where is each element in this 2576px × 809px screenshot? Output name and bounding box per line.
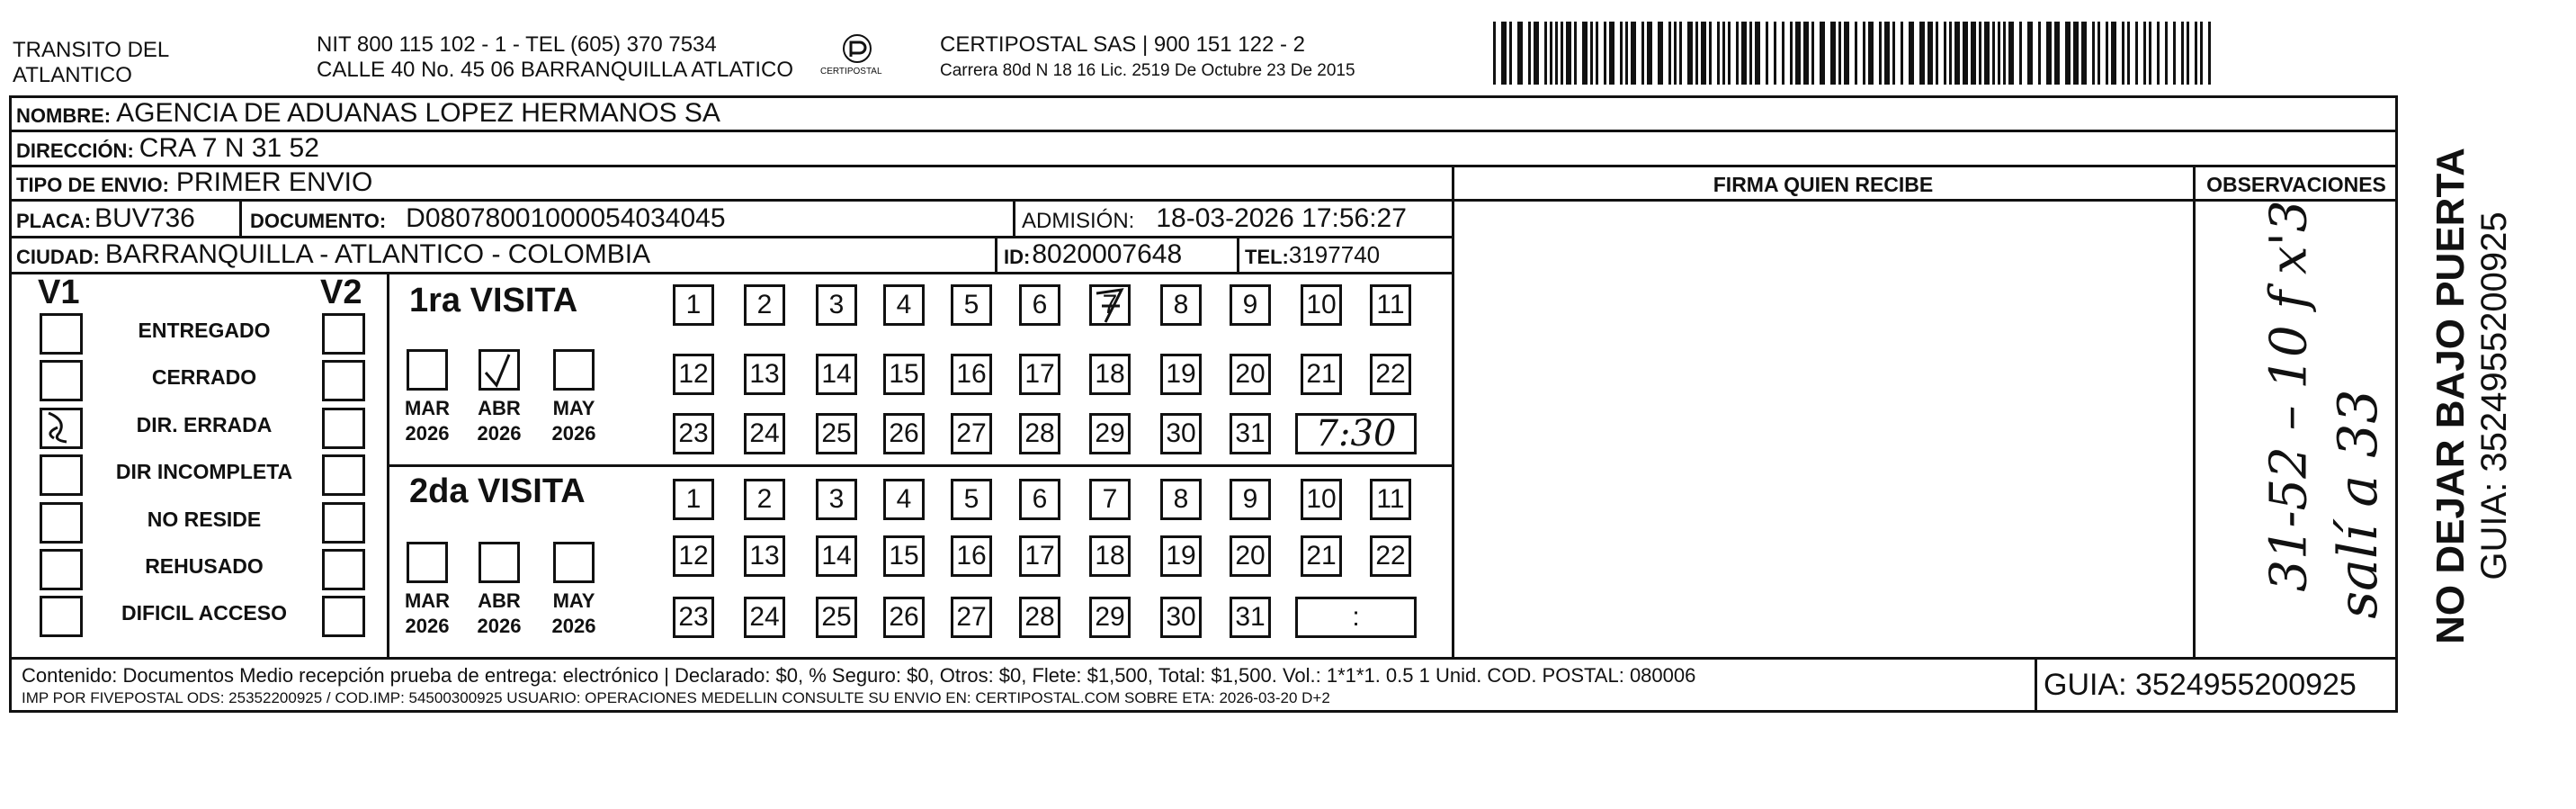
second-visit-day-10[interactable]: 10 — [1301, 479, 1342, 520]
barcode-bar — [1574, 22, 1577, 85]
barcode-bar — [1992, 22, 1995, 85]
second-visit-month-label — [468, 589, 531, 639]
certipostal-license: Carrera 80d N 18 16 Lic. 2519 De Octubre 23 De 2015 — [940, 61, 1355, 80]
barcode-bar — [1984, 22, 1990, 85]
admision-value: 18-03-2026 17:56:27 — [1156, 203, 1407, 233]
barcode-bar — [1604, 22, 1606, 85]
first-visit-day-18[interactable]: 18 — [1089, 354, 1131, 395]
ciudad-label: CIUDAD: — [16, 246, 100, 268]
do-not-leave-warning: NO DEJAR BAJO PUERTA — [2428, 148, 2473, 644]
second-visit-day-26[interactable]: 26 — [883, 597, 925, 638]
barcode-bar — [1949, 22, 1952, 85]
first-visit-day-11[interactable]: 11 — [1370, 284, 1411, 326]
first-visit-day-25[interactable]: 25 — [816, 413, 857, 454]
first-visit-time-field[interactable] — [1295, 413, 1417, 454]
second-visit-title: 2da VISITA — [409, 472, 586, 510]
first-visit-month-checkbox-0[interactable] — [407, 349, 448, 391]
barcode-bar — [1998, 22, 2000, 85]
barcode-bar — [1755, 22, 1760, 85]
id-label: ID: — [1004, 246, 1031, 268]
ciudad-field — [16, 238, 650, 272]
first-visit-day-9[interactable]: 9 — [1230, 284, 1271, 326]
v1-checkbox-5[interactable] — [40, 549, 83, 590]
company-name-line2: ATLANTICO — [13, 63, 132, 87]
status-label: CERRADO — [151, 365, 257, 389]
month-name: MAY — [552, 397, 595, 419]
observations-handwriting-2 — [2327, 389, 2390, 618]
month-year: 2026 — [477, 615, 522, 637]
company-address: CALLE 40 No. 45 06 BARRANQUILLA ATLATICO — [317, 58, 794, 82]
second-visit-day-22[interactable]: 22 — [1370, 535, 1411, 577]
barcode-bar — [1534, 22, 1539, 85]
barcode-bar — [1582, 22, 1588, 85]
barcode-bar — [1625, 22, 1628, 85]
barcode-bar — [2046, 22, 2052, 85]
company-name — [13, 38, 169, 88]
second-visit-month-checkbox-0[interactable] — [407, 542, 448, 583]
barcode-bar — [1820, 22, 1825, 85]
first-visit-day-10[interactable]: 10 — [1301, 284, 1342, 326]
barcode-bar — [1493, 22, 1496, 85]
status-label: REHUSADO — [145, 554, 264, 578]
barcode-bar — [1963, 22, 1968, 85]
barcode-bar — [1658, 22, 1663, 85]
shipping-type-row — [16, 166, 372, 200]
barcode-bar — [1509, 22, 1512, 85]
barcode-bar — [2187, 22, 2189, 85]
v2-checkbox-5[interactable] — [322, 549, 365, 590]
barcode-bar — [2092, 22, 2095, 85]
first-visit-day-20[interactable]: 20 — [1230, 354, 1271, 395]
first-visit-day-8[interactable]: 8 — [1160, 284, 1202, 326]
barcode-bar — [1695, 22, 1698, 85]
barcode-bar — [1668, 22, 1671, 85]
placa-field — [16, 201, 195, 237]
barcode-bar — [1803, 22, 1809, 85]
second-visit-day-12[interactable]: 12 — [673, 535, 714, 577]
barcode-bar — [1892, 22, 1895, 85]
first-visit-day-14[interactable]: 14 — [816, 354, 857, 395]
v1-checkbox-0[interactable] — [40, 313, 83, 355]
observations-handwriting-line1: 31-52 – 10 f x'3 — [2259, 200, 2319, 592]
barcode-bar — [1774, 22, 1776, 85]
barcode-bar — [1550, 22, 1552, 85]
second-visit-day-31[interactable]: 31 — [1230, 597, 1271, 638]
barcode-bar — [2097, 22, 2100, 85]
tel-value: 3197740 — [1288, 240, 1381, 268]
barcode-bar — [1919, 22, 1925, 85]
firma-header: FIRMA QUIEN RECIBE — [1713, 173, 1934, 196]
documento-label: DOCUMENTO: — [250, 210, 387, 232]
first-visit-month-label — [468, 396, 531, 446]
barcode-bar — [1741, 22, 1747, 85]
first-visit-month-label — [542, 396, 605, 446]
barcode-bar — [1555, 22, 1558, 85]
barcode-bar — [1528, 22, 1531, 85]
second-visit-day-1[interactable]: 1 — [673, 479, 714, 520]
placa-label: PLACA: — [16, 210, 92, 232]
barcode-bar — [2208, 22, 2211, 85]
barcode-bar — [2122, 22, 2124, 85]
barcode-bar — [1795, 22, 1801, 85]
barcode-bar — [2135, 22, 2138, 85]
second-visit-day-19[interactable]: 19 — [1160, 535, 1202, 577]
barcode-bar — [1566, 22, 1571, 85]
barcode-bar — [1901, 22, 1903, 85]
second-visit-day-7[interactable]: 7 — [1089, 479, 1131, 520]
barcode-bar — [2195, 22, 2197, 85]
barcode-bar — [1722, 22, 1725, 85]
second-visit-month-label — [396, 589, 459, 639]
barcode-bar — [1590, 22, 1593, 85]
v2-checkbox-4[interactable] — [322, 502, 365, 544]
first-visit-day-26[interactable]: 26 — [883, 413, 925, 454]
barcode-bar — [1879, 22, 1882, 85]
barcode-bar — [1944, 22, 1946, 85]
second-visit-day-4[interactable]: 4 — [883, 479, 925, 520]
v1-checkbox-6[interactable] — [40, 596, 83, 637]
barcode-bar — [1928, 22, 1933, 85]
barcode-bar — [1596, 22, 1598, 85]
second-visit-month-label — [542, 589, 605, 639]
barcode-bar — [1517, 22, 1523, 85]
second-visit-month-checkbox-1[interactable] — [479, 542, 520, 583]
second-visit-day-3[interactable]: 3 — [816, 479, 857, 520]
second-visit-day-21[interactable]: 21 — [1301, 535, 1342, 577]
barcode-bar — [1620, 22, 1623, 85]
first-visit-day-22[interactable]: 22 — [1370, 354, 1411, 395]
barcode-bar — [1830, 22, 1836, 85]
barcode-bar — [2157, 22, 2160, 85]
barcode-bar — [1855, 22, 1857, 85]
barcode-bar — [2019, 22, 2022, 85]
first-visit-day-31[interactable]: 31 — [1230, 413, 1271, 454]
first-visit-day-4[interactable]: 4 — [883, 284, 925, 326]
first-visit-day-12[interactable]: 12 — [673, 354, 714, 395]
second-visit-day-25[interactable]: 25 — [816, 597, 857, 638]
second-visit-month-checkbox-2[interactable] — [553, 542, 595, 583]
first-visit-day-30[interactable]: 30 — [1160, 413, 1202, 454]
dir-errada-check-mark-icon — [40, 408, 83, 449]
barcode-bar — [2127, 22, 2130, 85]
barcode-bar — [1971, 22, 1976, 85]
v1-checkbox-1[interactable] — [40, 360, 83, 401]
certipostal-info: CERTIPOSTAL SAS | 900 151 122 - 2 — [940, 32, 1305, 57]
second-visit-day-24[interactable]: 24 — [744, 597, 785, 638]
footer-guia: GUIA: 3524955200925 — [2044, 668, 2357, 702]
barcode-bar — [1701, 22, 1706, 85]
ciudad-value: BARRANQUILLA - ATLANTICO - COLOMBIA — [104, 239, 651, 269]
month-name: ABR — [478, 589, 521, 612]
signature-area[interactable] — [1455, 202, 2191, 656]
footer-contents: Contenido: Documentos Medio recepción prueba de entrega: electrónico | Declarado: $0, % Seguro: $0, Otros: $0, Flete: $1,500, Total: $1,500. Vol.: 1*1*1. 0.5 1 Unid. COD. POSTAL: 080006 — [22, 664, 1696, 687]
status-label: NO RESIDE — [147, 508, 262, 531]
first-visit-day-24[interactable]: 24 — [744, 413, 785, 454]
barcode-bar — [1936, 22, 1938, 85]
barcode-bar — [1544, 22, 1547, 85]
month-year: 2026 — [551, 422, 596, 445]
documento-field — [250, 201, 726, 237]
observaciones-header: OBSERVACIONES — [2206, 173, 2386, 196]
barcode-bar — [2173, 22, 2176, 85]
status-label: DIR. ERRADA — [136, 413, 273, 436]
barcode-bar — [2200, 22, 2203, 85]
tel-field — [1245, 238, 1380, 272]
second-visit-day-29[interactable]: 29 — [1089, 597, 1131, 638]
second-visit-day-13[interactable]: 13 — [744, 535, 785, 577]
first-visit-day-17[interactable]: 17 — [1019, 354, 1060, 395]
side-text — [2428, 148, 2515, 644]
first-visit-day-2[interactable]: 2 — [744, 284, 785, 326]
second-visit-time-field[interactable] — [1295, 597, 1417, 638]
second-visit-day-28[interactable]: 28 — [1019, 597, 1060, 638]
barcode-bar — [1641, 22, 1644, 85]
second-visit-day-14[interactable]: 14 — [816, 535, 857, 577]
barcode-bar — [1782, 22, 1784, 85]
first-visit-day-16[interactable]: 16 — [951, 354, 992, 395]
barcode-bar — [2106, 22, 2108, 85]
status-label: DIFICIL ACCESO — [121, 601, 287, 625]
id-value: 8020007648 — [1032, 239, 1183, 269]
barcode-bar — [2003, 22, 2006, 85]
status-label: DIR INCOMPLETA — [115, 460, 293, 483]
nombre-value: AGENCIA DE ADUANAS LOPEZ HERMANOS SA — [116, 98, 720, 128]
v1-checkbox-4[interactable] — [40, 502, 83, 544]
barcode-bar — [1863, 22, 1865, 85]
barcode-bar — [1749, 22, 1752, 85]
first-visit-day-7[interactable]: 7 — [1089, 284, 1131, 326]
certipostal-logo-text: CERTIPOSTAL — [820, 67, 882, 76]
barcode-bar — [1501, 22, 1507, 85]
first-visit-day-15[interactable]: 15 — [883, 354, 925, 395]
month-name: MAY — [552, 589, 595, 612]
barcode-bar — [1679, 22, 1682, 85]
tipo-label: TIPO DE ENVIO: — [16, 174, 169, 196]
abr-check-mark-icon — [479, 349, 520, 391]
barcode-bar — [2065, 22, 2071, 85]
tel-label: TEL: — [1245, 246, 1289, 268]
barcode-bar — [1736, 22, 1739, 85]
barcode-bar — [1717, 22, 1720, 85]
second-visit-day-16[interactable]: 16 — [951, 535, 992, 577]
v2-header: V2 — [320, 274, 362, 311]
first-visit-day-21[interactable]: 21 — [1301, 354, 1342, 395]
tipo-value: PRIMER ENVIO — [175, 167, 373, 197]
barcode-bar — [2038, 22, 2041, 85]
second-visit-day-20[interactable]: 20 — [1230, 535, 1271, 577]
first-visit-day-13[interactable]: 13 — [744, 354, 785, 395]
first-visit-day-23[interactable]: 23 — [673, 413, 714, 454]
first-visit-day-19[interactable]: 19 — [1160, 354, 1202, 395]
id-field — [1004, 238, 1182, 272]
company-name-line1: TRANSITO DEL — [13, 38, 170, 62]
first-visit-time-value: 7:30 — [1315, 413, 1397, 454]
barcode-bar — [2073, 22, 2079, 85]
barcode-bar — [1909, 22, 1914, 85]
v2-checkbox-1[interactable] — [322, 360, 365, 401]
barcode-bar — [1811, 22, 1814, 85]
barcode-bar — [1647, 22, 1652, 85]
barcode-bar — [2181, 22, 2184, 85]
nombre-label: NOMBRE: — [16, 104, 112, 127]
barcode-bar — [2143, 22, 2146, 85]
certipostal-logo — [817, 32, 898, 83]
first-visit-month-checkbox-2[interactable] — [553, 349, 595, 391]
admision-label: ADMISIÓN: — [1022, 209, 1135, 233]
first-visit-day-3[interactable]: 3 — [816, 284, 857, 326]
barcode-bar — [2111, 22, 2116, 85]
barcode-bar — [1631, 22, 1636, 85]
second-visit-day-11[interactable]: 11 — [1370, 479, 1411, 520]
barcode-bar — [1979, 22, 1981, 85]
second-visit-day-18[interactable]: 18 — [1089, 535, 1131, 577]
barcode-bar — [1884, 22, 1890, 85]
direccion-value: CRA 7 N 31 52 — [139, 133, 319, 163]
barcode-bar — [2081, 22, 2087, 85]
status-label: ENTREGADO — [138, 319, 271, 342]
recipient-name-row — [16, 95, 720, 131]
v1-header: V1 — [38, 274, 80, 311]
month-name: MAR — [404, 397, 451, 419]
barcode-bar — [1709, 22, 1712, 85]
barcode-bar — [1561, 22, 1563, 85]
second-visit-day-8[interactable]: 8 — [1160, 479, 1202, 520]
first-visit-day-27[interactable]: 27 — [951, 413, 992, 454]
v1-checkbox-3[interactable] — [40, 454, 83, 496]
company-nit: NIT 800 115 102 - 1 - TEL (605) 370 7534 — [317, 32, 717, 57]
month-year: 2026 — [551, 615, 596, 637]
month-year: 2026 — [405, 615, 450, 637]
second-visit-day-30[interactable]: 30 — [1160, 597, 1202, 638]
first-visit-day-5[interactable]: 5 — [951, 284, 992, 326]
first-visit-title: 1ra VISITA — [409, 282, 578, 319]
first-visit-day-29[interactable]: 29 — [1089, 413, 1131, 454]
second-visit-day-17[interactable]: 17 — [1019, 535, 1060, 577]
month-year: 2026 — [405, 422, 450, 445]
barcode-bar — [2027, 22, 2033, 85]
second-visit-day-2[interactable]: 2 — [744, 479, 785, 520]
day-7-mark-icon — [1089, 284, 1131, 326]
footer-imprint: IMP POR FIVEPOSTAL ODS: 25352200925 / COD.IMP: 54500300925 USUARIO: OPERACIONES MEDELLIN CONSULTE SU ENVIO EN: CERTIPOSTAL.COM SOBRE ETA: 2026-03-20 D+2 — [22, 689, 1330, 706]
admision-field — [1022, 201, 1407, 237]
month-name: ABR — [478, 397, 521, 419]
first-visit-day-1[interactable]: 1 — [673, 284, 714, 326]
barcode-bar — [1728, 22, 1731, 85]
barcode-bar — [1766, 22, 1768, 85]
v2-checkbox-0[interactable] — [322, 313, 365, 355]
barcode — [1491, 22, 2216, 85]
barcode-bar — [1844, 22, 1849, 85]
v2-checkbox-3[interactable] — [322, 454, 365, 496]
first-visit-day-28[interactable]: 28 — [1019, 413, 1060, 454]
recipient-address-row — [16, 131, 319, 166]
barcode-bar — [2008, 22, 2014, 85]
barcode-bar — [1609, 22, 1614, 85]
second-visit-day-27[interactable]: 27 — [951, 597, 992, 638]
placa-value: BUV736 — [94, 203, 195, 233]
barcode-bar — [1687, 22, 1693, 85]
observations-handwriting-line2: salí a 33 — [2327, 389, 2390, 619]
second-visit-day-5[interactable]: 5 — [951, 479, 992, 520]
barcode-bar — [1790, 22, 1793, 85]
barcode-bar — [1954, 22, 1960, 85]
second-visit-day-6[interactable]: 6 — [1019, 479, 1060, 520]
observations-handwriting — [2260, 200, 2319, 591]
barcode-bar — [1674, 22, 1677, 85]
direccion-label: DIRECCIÓN: — [16, 139, 134, 162]
barcode-bar — [2165, 22, 2168, 85]
barcode-bar — [1838, 22, 1841, 85]
side-guia: GUIA: 3524955200925 — [2474, 211, 2514, 580]
first-visit-month-label — [396, 396, 459, 446]
second-visit-day-15[interactable]: 15 — [883, 535, 925, 577]
first-visit-day-6[interactable]: 6 — [1019, 284, 1060, 326]
second-visit-day-9[interactable]: 9 — [1230, 479, 1271, 520]
barcode-bar — [2054, 22, 2060, 85]
v2-checkbox-2[interactable] — [322, 408, 365, 449]
second-visit-day-23[interactable]: 23 — [673, 597, 714, 638]
month-name: MAR — [404, 589, 451, 612]
v2-checkbox-6[interactable] — [322, 596, 365, 637]
documento-value: D08078001000054034045 — [406, 203, 726, 233]
month-year: 2026 — [477, 422, 522, 445]
barcode-bar — [2149, 22, 2151, 85]
barcode-bar — [1868, 22, 1874, 85]
second-visit-time-value: : — [1352, 602, 1360, 632]
